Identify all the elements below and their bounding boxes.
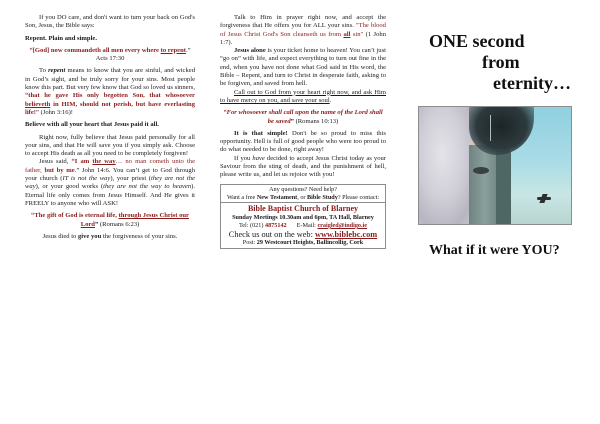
heading-believe: Believe with all your heart that Jesus paid it all. [25,121,159,129]
text: Want a free [226,193,257,201]
text: ” [94,220,99,228]
text: To [39,67,49,75]
cover-title-line-1: ONE second [429,31,525,51]
verse-underlined: believeth [25,100,51,108]
middle-paragraph-2 [220,47,386,88]
italic-text: IT is not the way [62,175,111,183]
bold-text: It is that simple! [234,129,288,137]
impact-hole [473,167,489,174]
text: the forgiveness of your sins. [101,232,178,240]
bold-text: Jesus alone [234,47,266,55]
church-name: Bible Baptist Church of Blarney [247,204,359,214]
post-label: Post: [242,239,257,247]
text: ” [35,108,39,116]
verse-acts-17-30 [25,47,195,64]
verse-reference: (John 3:16)! [38,108,73,116]
new-testament-label: New Testament [256,193,298,201]
verse-underlined: all [343,30,351,38]
verse-text: “[God] now commandeth all men every where [29,46,161,54]
text: ? Please contact: [337,193,380,201]
quote-underlined: the way [92,158,116,166]
verse-1-john-1-7: "The blood of Jesus Christ God's Son cleanseth us from [220,22,386,38]
text: ), or your good works ( [35,183,104,191]
tel-number: 4875142 [264,221,287,229]
email-link[interactable]: craigled@indigo.ie [317,221,368,229]
text: Jesus died to [42,232,78,240]
quote-text: … no man cometh unto the father, [25,158,195,174]
underlined-text: Call out to God from your heart right now, and ask Him to have mercy on you, and save your soul [220,88,386,104]
contact-box [220,184,386,250]
contact-questions [221,185,385,204]
email-label: E-Mail: [296,221,318,229]
bible-study-label: Bible Study [307,193,338,201]
text: John 14:6. You can’t get to God through your church ( [25,166,196,183]
text: Don't be so proud to miss this opportunity. Hell is full of good people who were too proud to do what needed to be done, right away! [220,129,386,154]
middle-paragraph-4 [220,130,386,155]
website-link[interactable]: www.biblebc.com [314,229,378,239]
bold-text: give you [78,232,102,240]
antenna [490,115,491,141]
verse-underlined: through Jesus Christ our Lord [80,212,189,228]
cover-title-line-3: eternity… [493,73,571,93]
text: . [329,96,332,104]
verse-underlined: to repent [160,46,186,54]
verse-reference: (1 John 1:7). [220,30,386,46]
italic-text: have [252,154,265,162]
web-label: Check us out on the web: [228,229,315,239]
quote-bold: but by me [44,166,75,174]
text: If you [234,154,253,162]
verse-text: “The gift of God is eternal life, [31,212,119,220]
verse-john-3-16-rest: in HIM, should not perish, but have everlasting life! [25,100,195,116]
italic-text: they are not the way to heaven [103,183,192,191]
left-paragraph-5 [25,233,195,241]
verse-reference: (Romans 6:23) [98,220,140,228]
cover-photo [418,106,572,225]
post-address: 29 Westcourt Heights, Ballincollig, Cork [256,239,364,247]
emphasis-repent: repent [48,67,66,75]
left-panel [25,14,195,241]
text: , or [297,193,308,201]
verse-text: sin" [350,30,364,38]
verse-reference: (Romans 10:13) [293,117,339,125]
meeting-times: Sunday Meetings 10.30am and 6pm, TA Hall, Blarney [232,213,374,221]
phone-email-line [223,222,383,230]
tel-label: Tel: (021) [238,221,265,229]
text: .” [74,166,80,174]
text: ” [290,117,294,125]
dark-smoke [469,107,534,155]
quote-text: “I am [71,158,93,166]
postal-line [223,239,383,247]
cover-title-line-2: from [482,52,520,72]
verse-close: .” [185,46,191,54]
verse-john-3-16: “that he gave His only begotten Son, that whosoever [25,92,195,100]
text: ), your priest ( [110,175,152,183]
left-paragraph-1: If you DO care, and don't want to turn your back on God's Son, Jesus, the Bible says: [25,14,195,30]
web-line [223,230,383,240]
contact-details [221,203,385,248]
italic-text: they are not the way [25,175,195,191]
text: decided to accept Jesus Christ today as your Saviour from the sting of death, and the punishment of hell, please write us, and let us rejoice with you! [220,154,386,179]
verse-romans-6-23 [25,212,195,229]
text: ). Eternal life only comes from Jesus Himself. And He gives it FREELY to anyone who will ASK! [25,183,195,207]
middle-paragraph-1 [220,14,386,47]
text: Jesus said, [39,158,72,166]
left-paragraph-4 [25,158,195,208]
tower-shadow [496,151,511,225]
middle-paragraph-3 [220,89,386,106]
verse-romans-10-13 [220,109,386,126]
verse-reference: Acts 17:30 [95,55,125,63]
left-paragraph-3: Right now, fully believe that Jesus paid personally for all your sins, and that He will save you if you simply ask. Choose to accept His death as all you need to be completely forgiven! [25,133,195,158]
text: Talk to Him in prayer right now, and accept the forgiveness that He offers you for ALL your sins. [220,14,386,30]
questions-line: Any questions? Need help? [269,185,337,193]
text: is your ticket home to heaven! You can’t just “go on” with life, and expect everything to turn out fine in the end, when you have not done what God said in His word, the Bible – Repent, and turn to Christ in desperate faith, asking to be forgiven, and saved from hell. [220,47,386,88]
cover-tagline: What if it were YOU? [429,243,560,258]
middle-paragraph-5 [220,155,386,180]
heading-repent: Repent. Plain and simple. [25,34,97,42]
middle-panel [220,14,386,249]
airplane-icon [537,197,551,200]
offer-line [223,194,383,202]
verse-text: “For whosoever shall call upon the name of the Lord shall be saved [223,109,383,125]
left-paragraph-2 [25,67,195,117]
text: means to know that you are sinful, and wicked in God’s sight, and be truly sorry for your sins. Most people know this part. But very few know that God so loved us sinners, [25,67,195,92]
